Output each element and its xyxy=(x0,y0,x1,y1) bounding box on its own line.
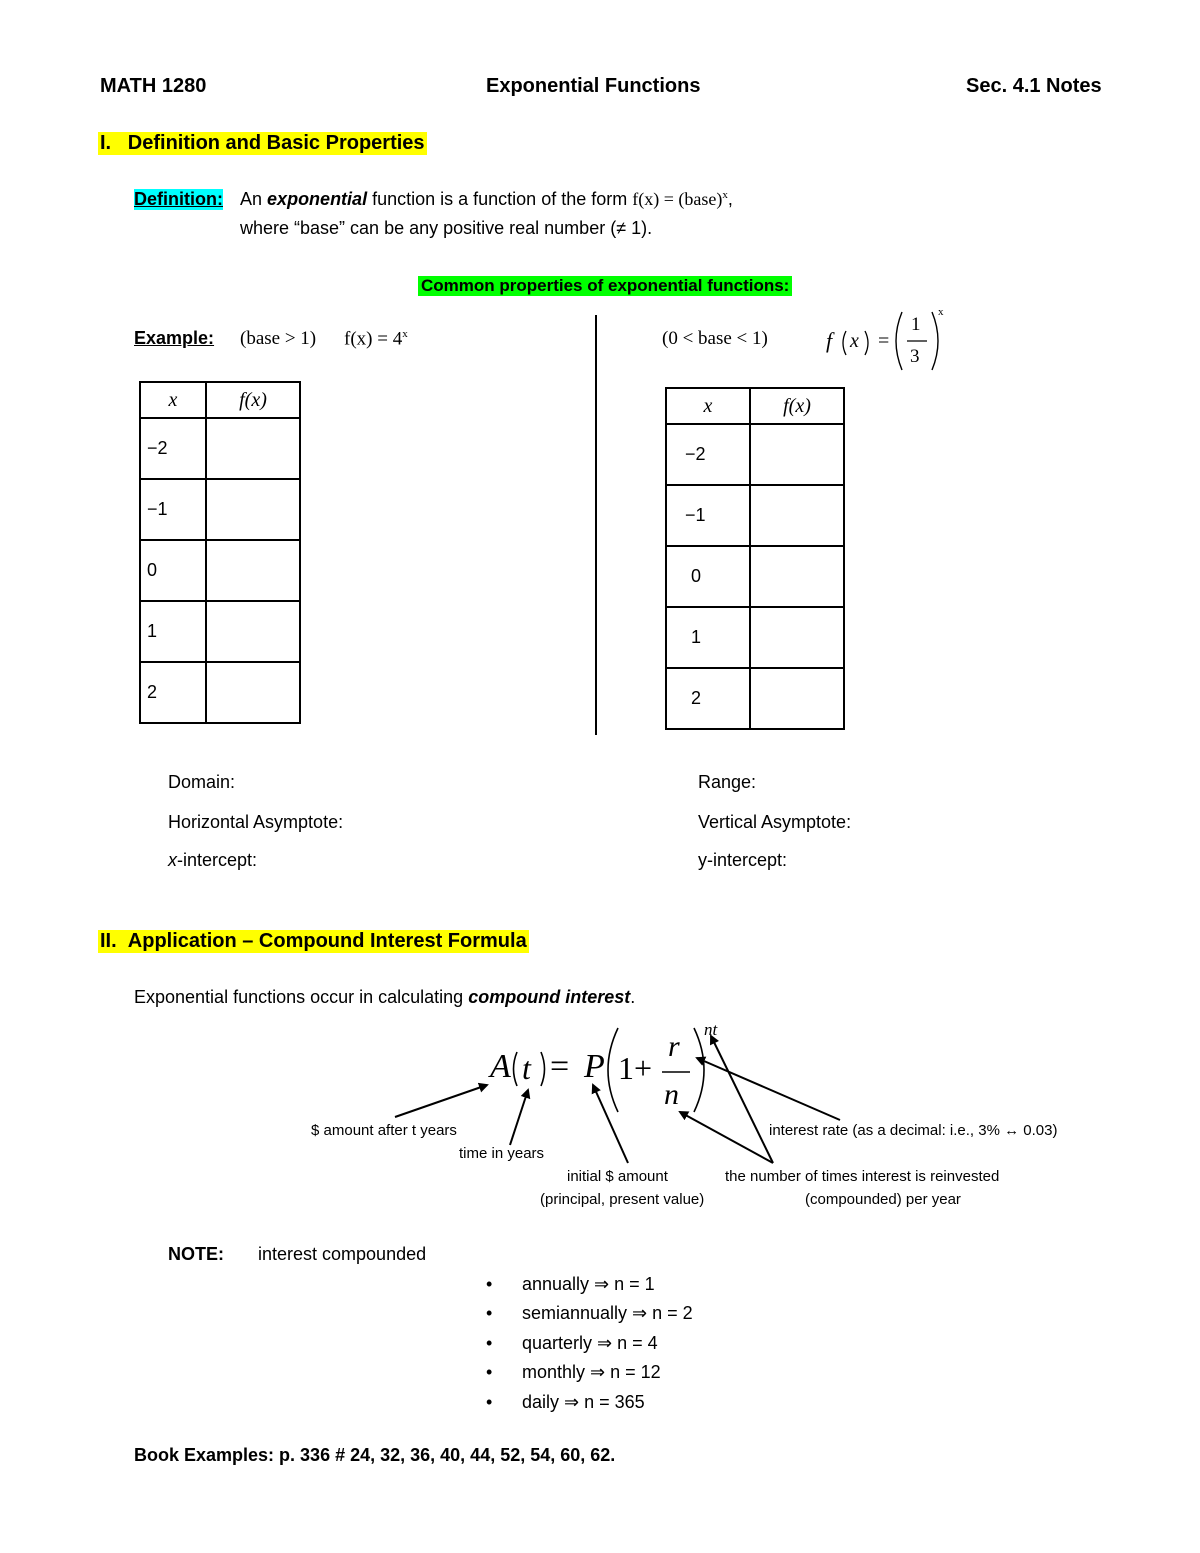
intro-text: Exponential functions occur in calculating xyxy=(134,987,464,1007)
formula-r: r xyxy=(668,1030,680,1063)
left-condition: (base > 1) xyxy=(240,328,317,349)
arrow-principal xyxy=(593,1085,628,1163)
definition-label: Definition: xyxy=(134,189,223,209)
list-item: • quarterly ⇒ n = 4 xyxy=(486,1333,658,1353)
formula-t: t xyxy=(522,1050,531,1086)
book-examples: Book Examples: p. 336 # 24, 32, 36, 40, 44, 52, 54, 60, 62. xyxy=(134,1445,616,1465)
list-item: • semiannually ⇒ n = 2 xyxy=(486,1303,693,1323)
right-function-f: f xyxy=(826,328,833,353)
def-comma: , xyxy=(727,189,733,209)
range-label: Range: xyxy=(698,772,757,792)
bullet-icon: • xyxy=(486,1274,493,1294)
right-condition: (0 < base < 1) xyxy=(662,328,768,349)
def-exponent: x xyxy=(722,189,728,201)
example-label: Example: xyxy=(134,328,215,348)
label-time: time in years xyxy=(459,1145,545,1162)
bullet-icon: • xyxy=(486,1392,493,1412)
table-cell-x: 0 xyxy=(666,546,750,607)
arrow-amount xyxy=(395,1085,487,1117)
table-cell-x: 0 xyxy=(140,540,206,601)
table-cell-x: −2 xyxy=(666,424,750,485)
section-2-number: II. xyxy=(100,930,117,952)
section-1-title: Definition and Basic Properties xyxy=(127,132,425,154)
bullet-icon: • xyxy=(486,1303,493,1323)
section-2-title: Application – Compound Interest Formula xyxy=(127,930,527,952)
table-header-x: x xyxy=(666,388,750,424)
domain-label: Domain: xyxy=(168,772,236,792)
left-function-exponent: x xyxy=(402,328,408,340)
right-function-denominator: 3 xyxy=(910,346,920,367)
list-item: • monthly ⇒ n = 12 xyxy=(486,1362,661,1382)
horizontal-asymptote-label: Horizontal Asymptote: xyxy=(168,812,344,832)
bullet-icon: • xyxy=(486,1362,493,1382)
arrow-n-exponent xyxy=(711,1036,773,1163)
formula-n: n xyxy=(664,1078,679,1111)
note-label: NOTE: xyxy=(168,1244,224,1264)
common-properties-heading: Common properties of exponential functions: xyxy=(418,276,792,296)
y-intercept-label: y-intercept: xyxy=(698,850,788,870)
table-cell-x: 2 xyxy=(140,662,206,723)
label-amount: $ amount after t years xyxy=(311,1122,457,1139)
table-cell-x: −2 xyxy=(140,418,206,479)
label-rate: interest rate (as a decimal: i.e., 3% ↔ 0.03) xyxy=(769,1122,1058,1139)
list-item: • daily ⇒ n = 365 xyxy=(486,1392,645,1412)
vertical-asymptote-label: Vertical Asymptote: xyxy=(698,812,852,832)
table-cell-x: 2 xyxy=(666,668,750,729)
arrow-n-lower xyxy=(680,1112,773,1163)
def-emphasis: exponential xyxy=(267,189,368,209)
table-cell-x: 1 xyxy=(140,601,206,662)
formula-exponent: nt xyxy=(704,1020,718,1039)
x-intercept-text: -intercept: xyxy=(177,850,258,870)
x-intercept-var: x xyxy=(168,850,177,870)
arrow-rate xyxy=(697,1058,840,1120)
course-code: MATH 1280 xyxy=(100,75,207,97)
formula-equals: = xyxy=(550,1048,570,1085)
table-cell-x: −1 xyxy=(140,479,206,540)
table-header-x: x xyxy=(140,382,206,418)
left-function-body: f(x) = 4 xyxy=(344,328,403,350)
list-item: • annually ⇒ n = 1 xyxy=(486,1274,655,1294)
section-1-number: I. xyxy=(100,132,112,154)
formula-A: A xyxy=(490,1048,511,1085)
intro-emphasis: compound interest xyxy=(468,987,631,1007)
arrow-time xyxy=(510,1090,528,1145)
intro-end: . xyxy=(630,987,636,1007)
right-function-exponent: x xyxy=(938,306,944,318)
table-cell-x: 1 xyxy=(666,607,750,668)
page-title: Exponential Functions xyxy=(486,75,701,97)
def-formula: f(x) = (base) xyxy=(632,189,723,209)
label-principal: (principal, present value) xyxy=(540,1191,705,1208)
def-text-2: function is a function of the form xyxy=(372,189,628,209)
note-text: interest compounded xyxy=(258,1244,427,1264)
label-initial: initial $ amount xyxy=(567,1168,668,1185)
table-header-fx: f(x) xyxy=(750,388,844,424)
table-cell-x: −1 xyxy=(666,485,750,546)
formula-P: P xyxy=(584,1048,605,1085)
section-label: Sec. 4.1 Notes xyxy=(966,75,1102,97)
label-times-1: the number of times interest is reinvested xyxy=(725,1168,1000,1185)
def-text-1: An xyxy=(240,189,263,209)
table-header-fx: f(x) xyxy=(206,382,300,418)
right-function-x: x xyxy=(850,330,859,352)
bullet-icon: • xyxy=(486,1333,493,1353)
formula-one-plus: 1+ xyxy=(618,1050,653,1086)
right-function-numerator: 1 xyxy=(911,314,921,335)
definition-line-2: where “base” can be any positive real number (≠ 1). xyxy=(240,218,653,238)
label-times-2: (compounded) per year xyxy=(805,1191,961,1208)
right-function-eq: = xyxy=(878,330,890,352)
